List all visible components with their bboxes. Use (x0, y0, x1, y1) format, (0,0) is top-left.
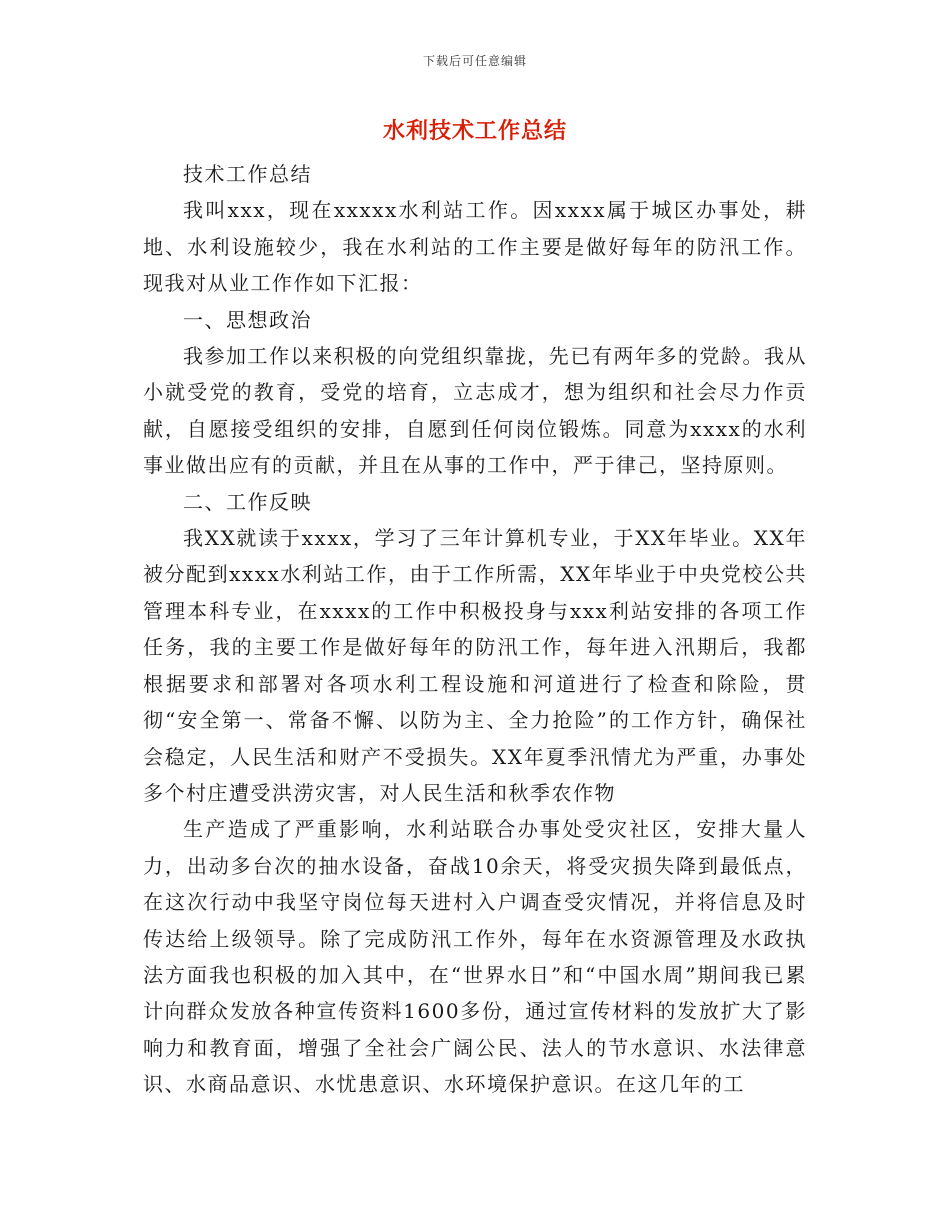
paragraph-intro: 我叫xxx，现在xxxxx水利站工作。因xxxx属于城区办事处，耕地、水利设施较少，我在水利站的工作主要是做好每年的防汛工作。现我对从业工作作如下汇报： (143, 198, 807, 296)
document-title: 水利技术工作总结 (382, 118, 567, 144)
paragraph-subtitle: 技术工作总结 (183, 162, 312, 186)
document-body (143, 156, 807, 1103)
section-heading-politics: 一、思想政治 (183, 307, 312, 332)
paragraph-politics: 我参加工作以来积极的向党组织靠拢，先已有两年多的党龄。我从小就受党的教育，受党的培育，立志成才，想为组织和社会尽力作贡献，自愿接受组织的安排，自愿到任何岗位锻炼。同意为xxxx的水利事业做出应有的贡献，并且在从事的工作中，严于律己，坚持原则。 (143, 344, 807, 478)
paragraph-work-2: 生产造成了严重影响，水利站联合办事处受灾社区，安排大量人力，出动多台次的抽水设备，奋战10余天，将受灾损失降到最低点，在这次行动中我坚守岗位每天进村入户调查受灾情况，并将信息及时传达给上级领导。除了完成防汛工作外，每年在水资源管理及水政执法方面我也积极的加入其中，在“世界水日”和“中国水周”期间我已累计向群众发放各种宣传资料1600多份，通过宣传材料的发放扩大了影响力和教育面，增强了全社会广阔公民、法人的节水意识、水法律意识、水商品意识、水忧患意识、水环境保护意识。在这几年的工 (143, 817, 807, 1097)
section-heading-work: 二、工作反映 (183, 489, 312, 514)
page-header-note: 下载后可任意编辑 (422, 54, 527, 68)
paragraph-work-1: 我XX就读于xxxx，学习了三年计算机专业，于XX年毕业。XX年被分配到xxxx水利站工作，由于工作所需，XX年毕业于中央党校公共管理本科专业，在xxxx的工作中积极投身与xxx利站安排的各项工作任务，我的主要工作是做好每年的防汛工作，每年进入汛期后，我都根据要求和部署对各项水利工程设施和河道进行了检查和除险，贯彻“安全第一、常备不懈、以防为主、全力抢险”的工作方针，确保社会稳定，人民生活和财产不受损失。XX年夏季汛情尤为严重，办事处多个村庄遭受洪涝灾害，对人民生活和秋季农作物 (143, 526, 807, 805)
